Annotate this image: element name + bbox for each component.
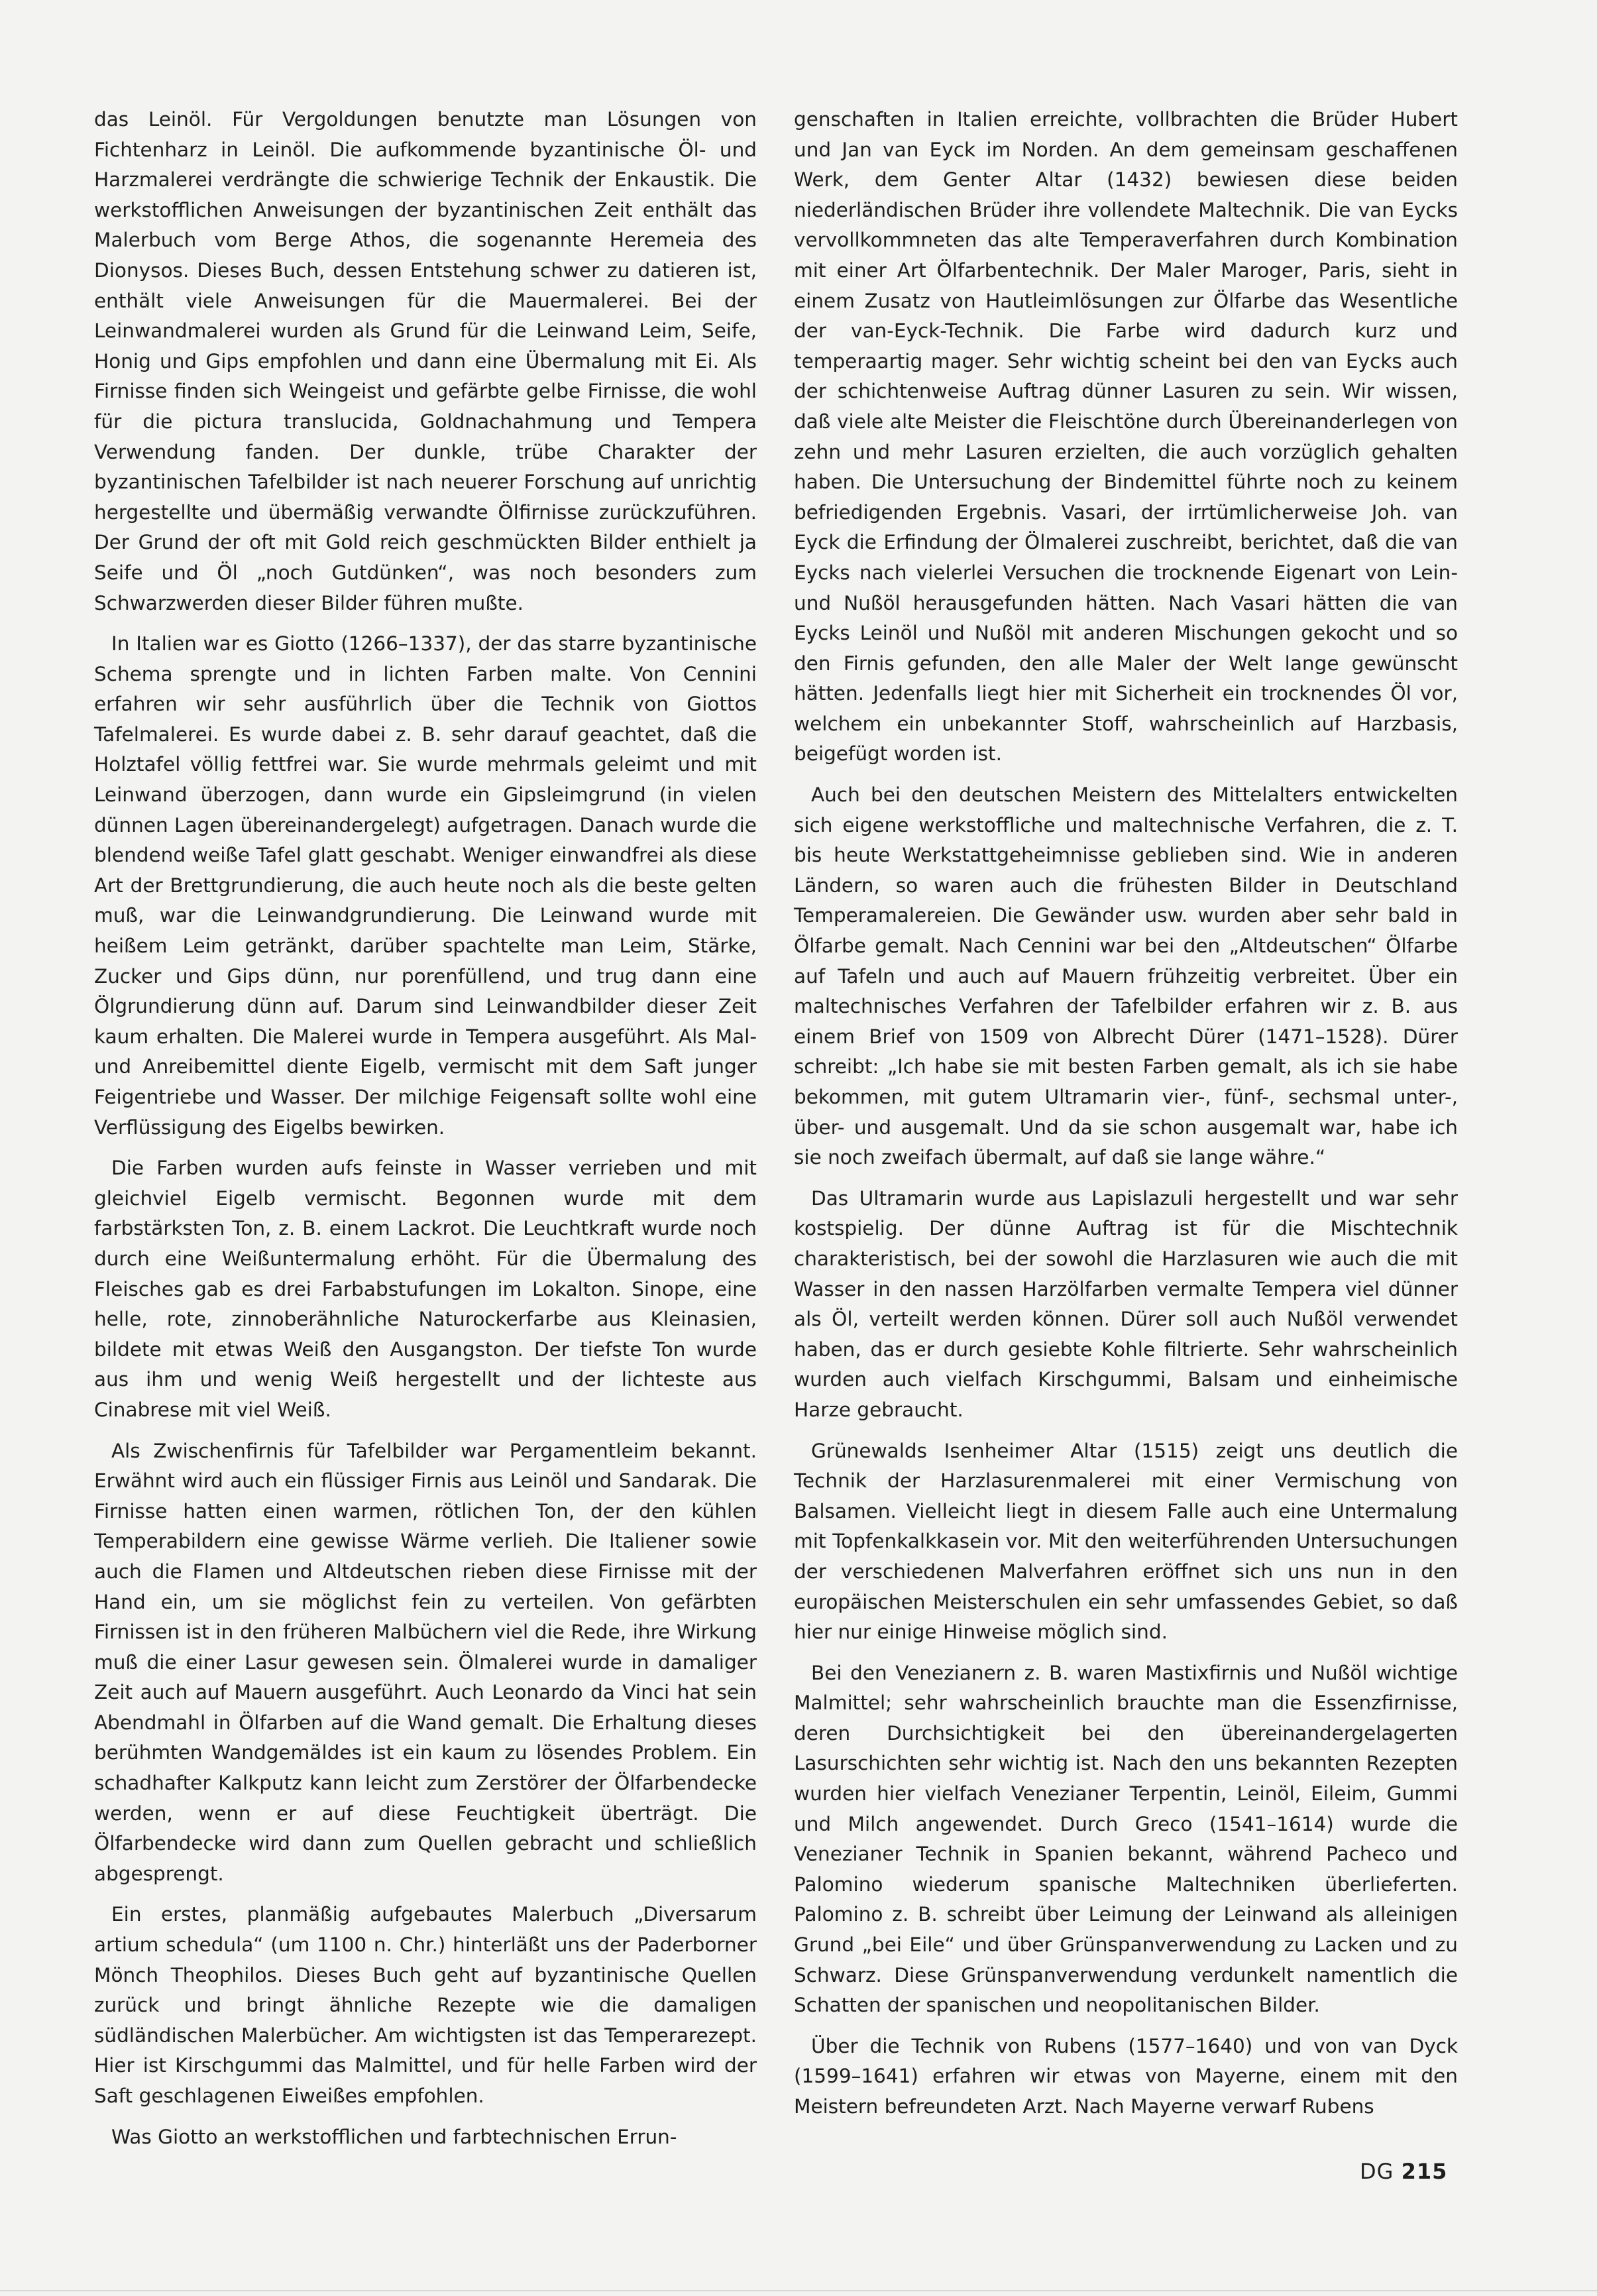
paragraph: Die Farben wurden aufs feinste in Wasser verrieben und mit gleichviel Eigelb vermischt. Begonnen wurde mit dem farbstärksten Ton, z. B. einem Lackrot. Die Leuchtkraft wurde noch durch eine Weißuntermalung erhöht. Für die Übermalung des Fleisches gab es drei Farbabstufungen im Lokalton. Sinope, eine helle, rote, zinnoberähnliche Naturockerfarbe aus Kleinasien, bildete mit etwas Weiß den Ausgangston. Der tiefste Ton wurde aus ihm und wenig Weiß hergestellt und der lichteste aus Cinabrese mit viel Weiß. — [94, 1157, 757, 1421]
paragraph: Das Ultramarin wurde aus Lapislazuli hergestellt und war sehr kostspielig. Der dünne Auftrag ist für die Mischtechnik charakteristisch, bei der sowohl die Harzlasuren wie auch die mit Wasser in den nassen Harzölfarben vermalte Tempera viel dünner als Öl, verteilt werden können. Dürer soll auch Nußöl verwendet haben, das er durch gesiebte Kohle filtrierte. Sehr wahrscheinlich wurden auch vielfach Kirschgummi, Balsam und einheimische Harze gebraucht. — [794, 1186, 1458, 1421]
page-footer — [1360, 2159, 1447, 2184]
page-edge-divider — [0, 2290, 1597, 2291]
paragraph: das Leinöl. Für Vergoldungen benutzte man Lösungen von Fichtenharz in Leinöl. Die aufkommende byzantinische Öl- und Harzmalerei verdrängte die schwierige Technik der Enkaustik. Die werkstofflichen Anweisungen der byzantinischen Zeit enthält das Malerbuch vom Berge Athos, die sogenannte Heremeia des Dionysos. Dieses Buch, dessen Entstehung schwer zu datieren ist, enthält viele Anweisungen für die Mauermalerei. Bei der Leinwandmalerei wurden als Grund für die Leinwand Leim, Seife, Honig und Gips empfohlen und dann eine Übermalung mit Ei. Als Firnisse finden sich Weingeist und gefärbte gelbe Firnisse, die wohl für die pictura translucida, Goldnachahmung und Tempera Verwendung fanden. Der dunkle, trübe Charakter der byzantinischen Tafelbilder ist nach neuerer Forschung auf unrichtig hergestellte und übermäßig verwandte Ölfirnisse zurückzuführen. Der Grund der oft mit Gold reich geschmückten Bilder enthielt ja Seife und Öl „noch Gutdünken“, was noch besonders zum Schwarzwerden dieser Bilder führen mußte. — [94, 108, 757, 614]
journal-abbreviation: DG — [1360, 2159, 1394, 2184]
paragraph: Als Zwischenfirnis für Tafelbilder war Pergamentleim bekannt. Erwähnt wird auch ein flüssiger Firnis aus Leinöl und Sandarak. Die Firnisse hatten einen warmen, rötlichen Ton, der den kühlen Temperabildern eine gewisse Wärme verlieh. Die Italiener sowie auch die Flamen und Altdeutschen rieben diese Firnisse mit der Hand ein, um sie möglichst fein zu verteilen. Von gefärbten Firnissen ist in den früheren Malbüchern viel die Rede, ihre Wirkung muß die einer Lasur gewesen sein. Ölmalerei wurde in damaliger Zeit auch auf Mauern ausgeführt. Auch Leonardo da Vinci hat sein Abendmahl in Ölfarben auf die Wand gemalt. Die Erhaltung dieses berühmten Wandgemäldes ist ein kaum zu lösendes Problem. Ein schadhafter Kalkputz kann leicht zum Zerstörer der Ölfarbendecke werden, wenn er auf diese Feuchtigkeit überträgt. Die Ölfarbendecke wird dann zum Quellen gebracht und schließlich abgesprengt. — [94, 1439, 757, 1885]
paragraph: In Italien war es Giotto (1266–1337), der das starre byzantinische Schema sprengte und in lichten Farben malte. Von Cennini erfahren wir sehr ausführlich über die Technik von Giottos Tafelmalerei. Es wurde dabei z. B. sehr darauf geachtet, daß die Holztafel völlig fettfrei war. Sie wurde mehrmals geleimt und mit Leinwand überzogen, dann wurde ein Gipsleimgrund (in vielen dünnen Lagen übereinandergelegt) aufgetragen. Danach wurde die blendend weiße Tafel glatt geschabt. Weniger einwandfrei als diese Art der Brettgrundierung, die auch heute noch als die beste gelten muß, war die Leinwandgrundierung. Die Leinwand wurde mit heißem Leim getränkt, darüber spachtelte man Leim, Stärke, Zucker und Gips dünn, nur porenfüllend, und trug dann eine Ölgrundierung dünn auf. Darum sind Leinwandbilder dieser Zeit kaum erhalten. Die Malerei wurde in Tempera ausgeführt. Als Mal- und Anreibemittel diente Eigelb, vermischt mit dem Saft junger Feigentriebe und Wasser. Der milchige Feigensaft sollte wohl eine Verflüssigung des Eigelbs bewirken. — [94, 632, 757, 1139]
page-number: 215 — [1401, 2159, 1448, 2184]
text-column-right — [794, 105, 1458, 2122]
paragraph: Grünewalds Isenheimer Altar (1515) zeigt uns deutlich die Technik der Harzlasurenmalerei mit einer Vermischung von Balsamen. Vielleicht liegt in diesem Falle auch eine Untermalung mit Topfenkalkkasein vor. Mit den weiterführenden Untersuchungen der verschiedenen Malverfahren eröffnet sich uns nun in den europäischen Meisterschulen ein sehr umfassendes Gebiet, so daß hier nur einige Hinweise möglich sind. — [794, 1439, 1458, 1644]
paragraph: Was Giotto an werkstofflichen und farbtechnischen Errun- — [111, 2125, 677, 2148]
text-column-left — [94, 105, 757, 2152]
paragraph: Auch bei den deutschen Meistern des Mittelalters entwickelten sich eigene werkstoffliche und maltechnische Verfahren, die z. T. bis heute Werkstattgeheimnisse geblieben sind. Wie in anderen Ländern, so waren auch die frühesten Bilder in Deutschland Temperamalereien. Die Gewänder usw. wurden aber sehr bald in Ölfarbe gemalt. Nach Cennini war bei den „Altdeutschen“ Ölfarbe auf Tafeln und auch auf Mauern frühzeitig verbreitet. Über ein maltechnisches Verfahren der Tafelbilder erfahren wir z. B. aus einem Brief von 1509 von Albrecht Dürer (1471–1528). Dürer schreibt: „Ich habe sie mit besten Farben gemalt, als ich sie habe bekommen, mit gutem Ultramarin vier-, fünf-, sechsmal unter-, über- und ausgemalt. Und da sie schon ausgemalt war, habe ich sie noch zweifach übermalt, auf daß sie lange währe.“ — [794, 783, 1458, 1169]
paragraph: Bei den Venezianern z. B. waren Mastixfirnis und Nußöl wichtige Malmittel; sehr wahrscheinlich brauchte man die Essenzfirnisse, deren Durchsichtigkeit bei den übereinandergelagerten Lasurschichten sehr wichtig ist. Nach den uns bekannten Rezepten wurden hier vielfach Venezianer Terpentin, Leinöl, Eileim, Gummi und Milch angewendet. Durch Greco (1541–1614) wurde die Venezianer Technik in Spanien bekannt, während Pacheco und Palomino wiederum spanische Maltechniken überlieferten. Palomino z. B. schreibt über Leimung der Leinwand als alleinigen Grund „bei Eile“ und über Grünspanverwendung zu Lacken und zu Schwarz. Diese Grünspanverwendung verdunkelt namentlich die Schatten der spanischen und neopolitanischen Bilder. — [794, 1661, 1458, 2017]
paragraph: Über die Technik von Rubens (1577–1640) und von van Dyck (1599–1641) erfahren wir etwas von Mayerne, einem mit den Meistern befreundeten Arzt. Nach Mayerne verwarf Rubens — [794, 2034, 1458, 2118]
paragraph: genschaften in Italien erreichte, vollbrachten die Brüder Hubert und Jan van Eyck im Norden. An dem gemeinsam geschaffenen Werk, dem Genter Altar (1432) bewiesen diese beiden niederländischen Brüder ihre vollendete Maltechnik. Die van Eycks vervollkommneten das alte Temperaverfahren durch Kombination mit einer Art Ölfarbentechnik. Der Maler Maroger, Paris, sieht in einem Zusatz von Hautleimlösungen zur Ölfarbe das Wesentliche der van-Eyck-Technik. Die Farbe wird dadurch kurz und temperaartig mager. Sehr wichtig scheint bei den van Eycks auch der schichtenweise Auftrag dünner Lasuren zu sein. Wir wissen, daß viele alte Meister die Fleischtöne durch Übereinanderlegen von zehn und mehr Lasuren erzielten, die auch vorzüglich gehalten haben. Die Untersuchung der Bindemittel führte noch zu keinem befriedigenden Ergebnis. Vasari, der irrtümlicherweise Joh. van Eyck die Erfindung der Ölmalerei zuschreibt, berichtet, daß die van Eycks nach vielerlei Versuchen die trocknende Eigenart von Lein- und Nußöl herausgefunden hätten. Nach Vasari hätten die van Eycks Leinöl und Nußöl mit anderen Mischungen gekocht und so den Firnis gefunden, den alle Maler der Welt lange gewünscht hätten. Jedenfalls liegt hier mit Sicherheit ein trocknendes Öl vor, welchem ein unbekannter Stoff, wahrscheinlich auf Harzbasis, beigefügt worden ist. — [794, 108, 1458, 766]
paragraph: Ein erstes, planmäßig aufgebautes Malerbuch „Diversarum artium schedula“ (um 1100 n. Chr.) hinterläßt uns der Paderborner Mönch Theophilos. Dieses Buch geht auf byzantinische Quellen zurück und bringt ähnliche Rezepte wie die damaligen südländischen Malerbücher. Am wichtigsten ist das Temperarezept. Hier ist Kirschgummi das Malmittel, und für helle Farben wird der Saft geschlagenen Eiweißes empfohlen. — [94, 1903, 757, 2107]
